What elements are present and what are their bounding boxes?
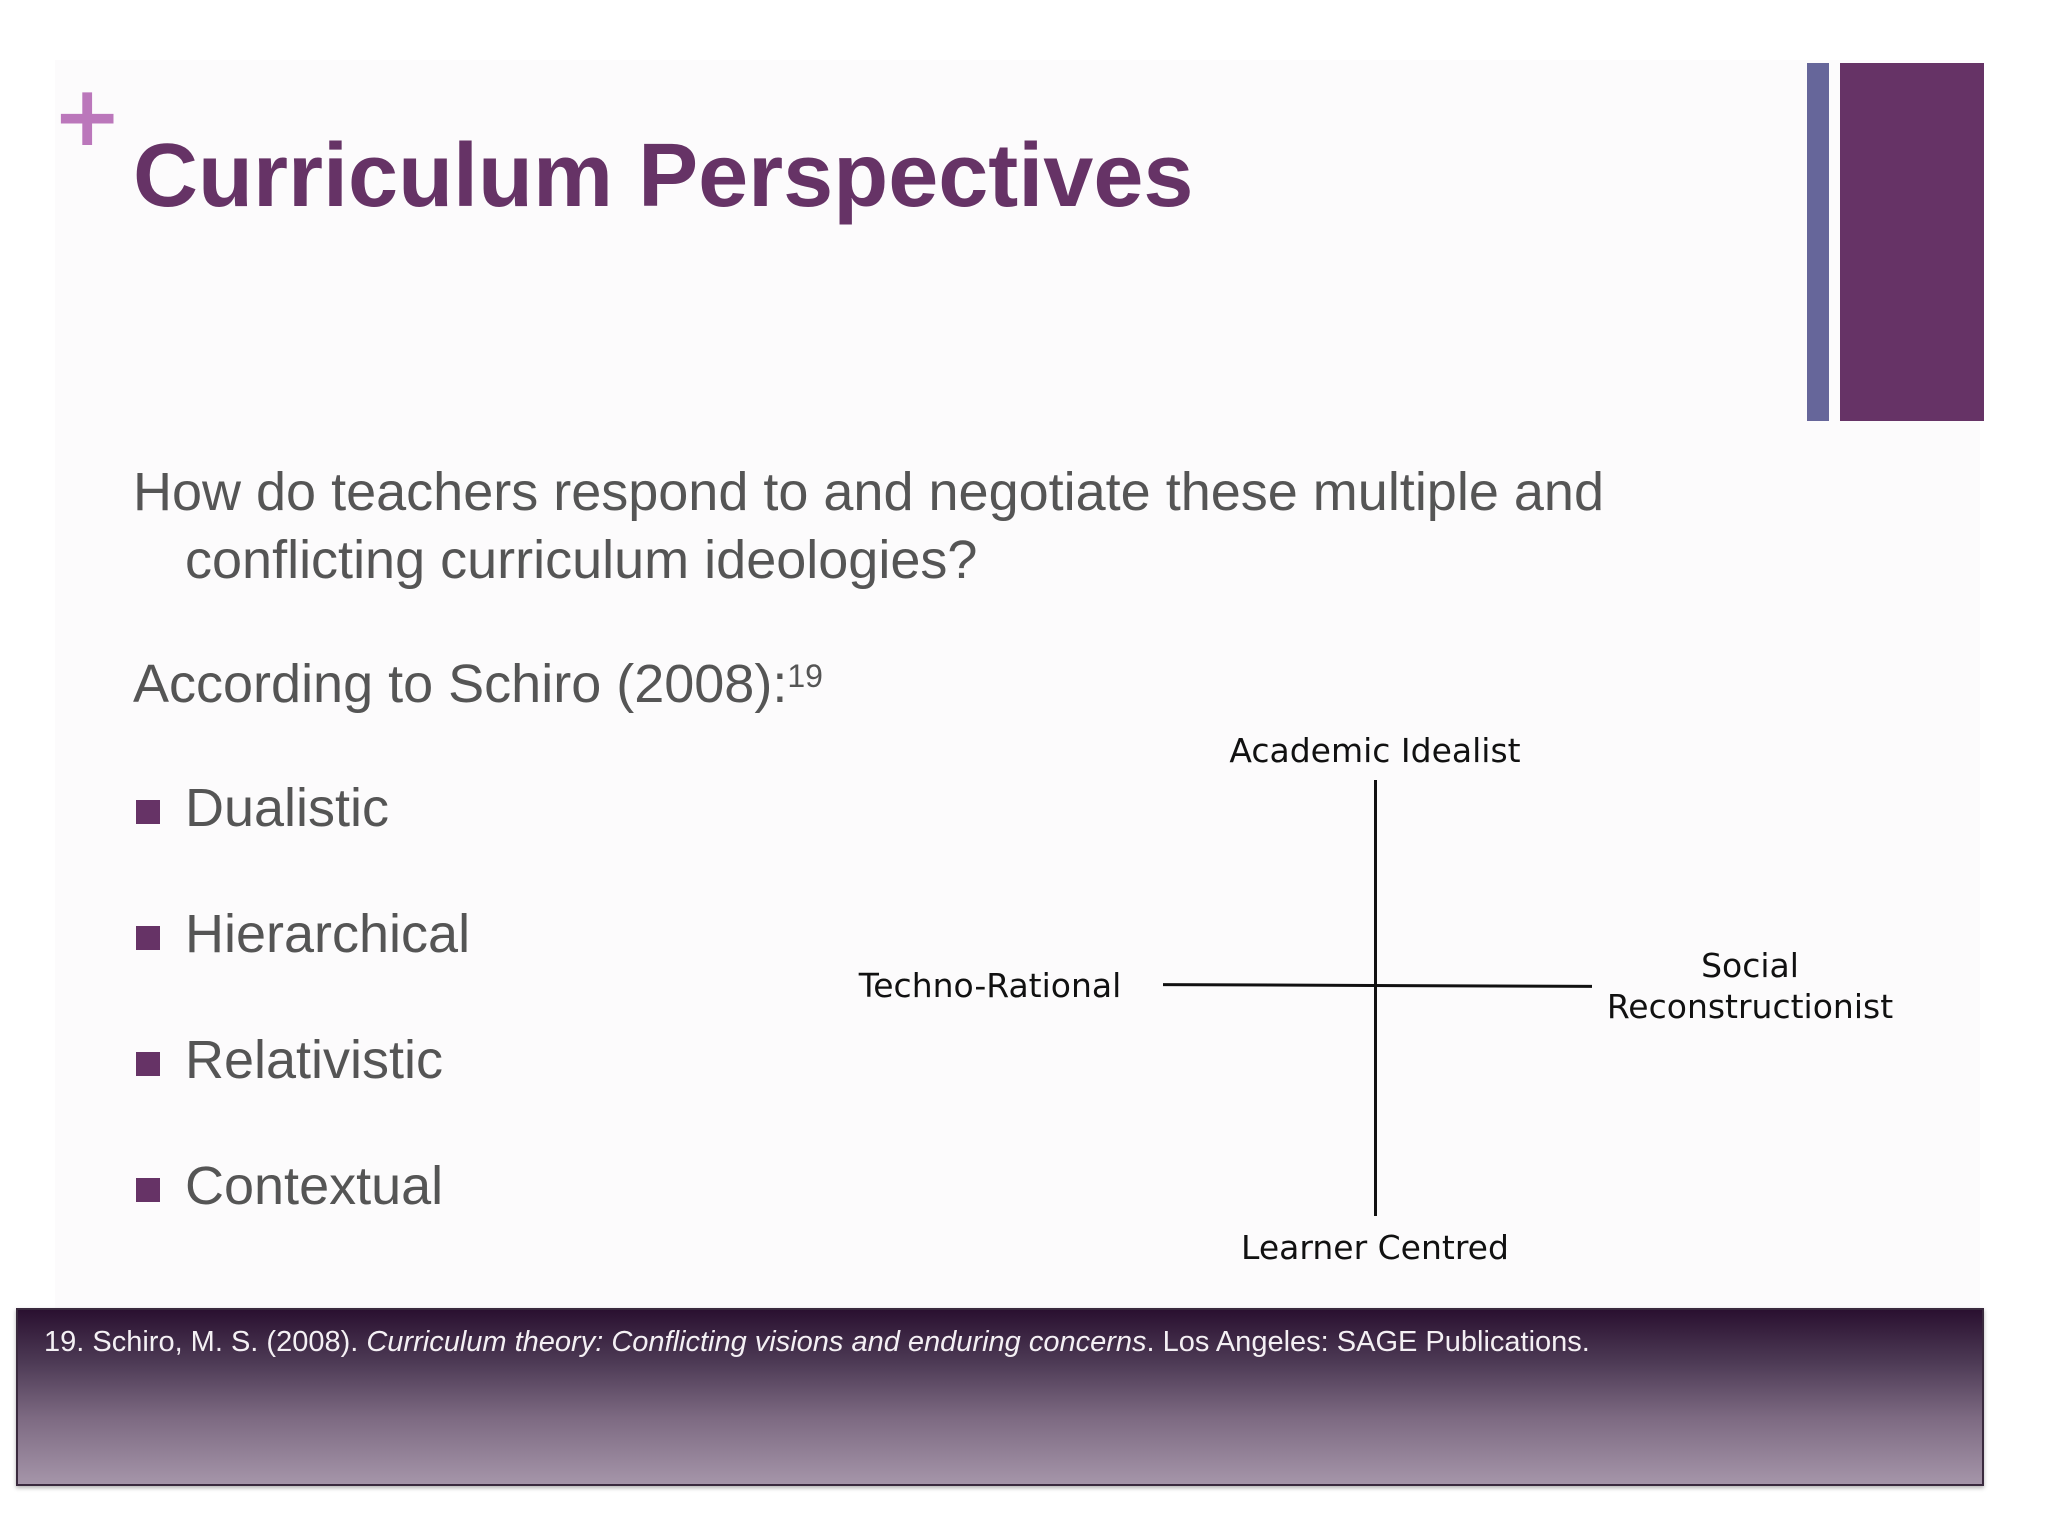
horizontal-axis-line: [1163, 983, 1592, 988]
label-learner-centred: Learner Centred: [1241, 1228, 1509, 1267]
accent-bar-thick: [1840, 63, 1984, 421]
question-line-2: conflicting curriculum ideologies?: [185, 530, 978, 590]
square-bullet-icon: [136, 1052, 160, 1076]
question-line-1: How do teachers respond to and negotiate these multiple and: [133, 462, 1604, 522]
vertical-axis-line: [1374, 780, 1377, 1216]
bullet-label: Hierarchical: [185, 904, 471, 964]
label-academic-idealist: Academic Idealist: [1229, 731, 1521, 770]
bullet-label: Contextual: [185, 1156, 444, 1216]
footnote-marker: 19: [787, 658, 823, 694]
bullet-label: Relativistic: [185, 1030, 444, 1090]
bullet-label: Dualistic: [185, 778, 390, 838]
label-techno-rational: Techno-Rational: [858, 966, 1122, 1005]
question-text: [133, 458, 1835, 594]
reference-end: . Los Angeles: SAGE Publications.: [1146, 1326, 1590, 1358]
reference-text: [44, 1324, 1590, 1360]
slide-title: Curriculum Perspectives: [133, 126, 1194, 226]
square-bullet-icon: [136, 926, 160, 950]
according-label: According to Schiro (2008):: [133, 654, 788, 714]
according-text: [133, 652, 823, 716]
ideology-quadrant-diagram: [820, 720, 1950, 1280]
label-social-line-1: Social: [1701, 946, 1799, 985]
plus-icon: +: [52, 67, 123, 165]
reference-start: 19. Schiro, M. S. (2008).: [44, 1326, 367, 1358]
square-bullet-icon: [136, 800, 160, 824]
label-social-reconstructionist: [1600, 945, 1900, 1027]
square-bullet-icon: [136, 1178, 160, 1202]
reference-title: Curriculum theory: Conflicting visions and enduring concerns: [366, 1326, 1147, 1358]
label-social-line-2: Reconstructionist: [1606, 987, 1894, 1026]
reference-footer: [16, 1308, 1984, 1486]
accent-bar-thin: [1807, 63, 1829, 421]
